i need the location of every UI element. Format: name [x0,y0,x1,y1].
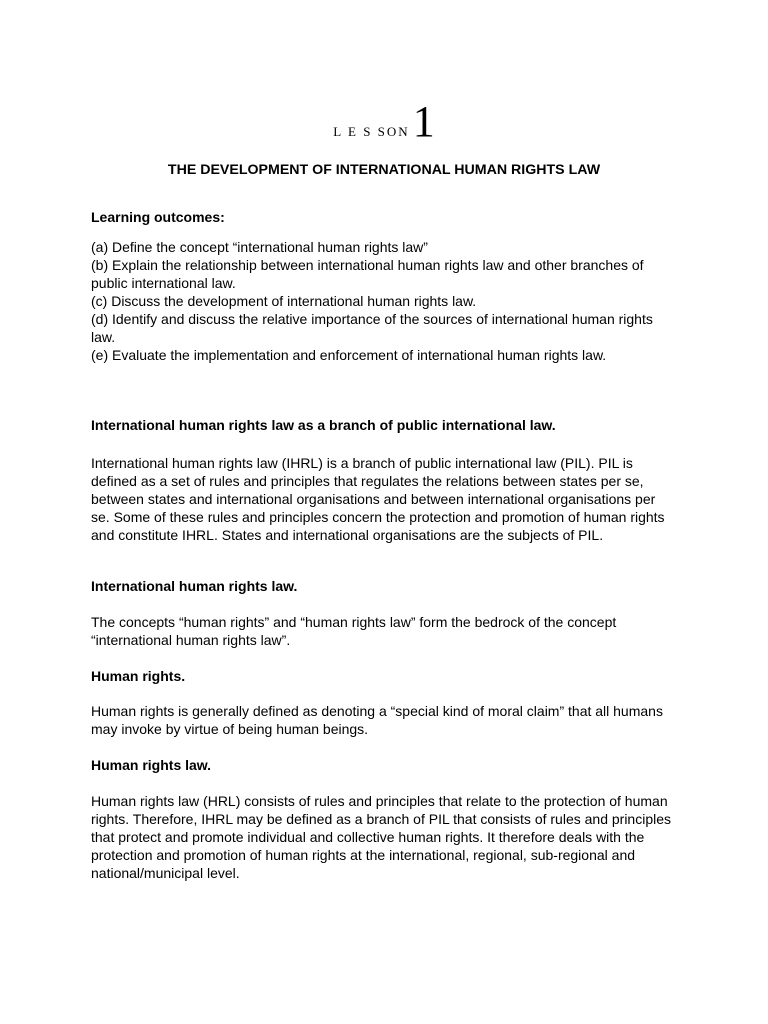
learning-outcomes-list [91,238,671,364]
outcome-item: (d) Identify and discuss the relative importance of the sources of international human rights law. [91,311,653,345]
section-heading: International human rights law. [91,578,298,594]
lesson-label: L E S SON [333,124,410,139]
lesson-heading [0,97,768,146]
section-body: International human rights law (IHRL) is a branch of public international law (PIL). PIL is defined as a set of rules and principles that regulates the relations between states per se, between states and international organisations and between international organisations per se. Some of these rules and principles concern the protection and promotion of human rights and constitute IHRL. States and international organisations are the subjects of PIL. [91,455,665,543]
section-heading: International human rights law as a branch of public international law. [91,417,556,433]
section-heading: Human rights law. [91,757,212,773]
learning-outcomes-heading: Learning outcomes: [91,209,225,225]
outcome-item: (b) Explain the relationship between international human rights law and other branches of public international law. [91,257,644,291]
outcome-item: (c) Discuss the development of international human rights law. [91,293,477,309]
section-body: Human rights is generally defined as denoting a “special kind of moral claim” that all humans may invoke by virtue of being human beings. [91,703,663,737]
document-title: THE DEVELOPMENT OF INTERNATIONAL HUMAN RIGHTS LAW [167,162,601,178]
section-heading: Human rights. [91,668,186,684]
lesson-number: 1 [412,97,435,146]
outcome-item: (a) Define the concept “international human rights law” [91,239,428,255]
section-body: Human rights law (HRL) consists of rules and principles that relate to the protection of human rights. Therefore, IHRL may be defined as a branch of PIL that consists of rules and principles that protect and promote individual and collective human rights. It therefore deals with the protection and promotion of human rights at the international, regional, sub-regional and national/municipal level. [91,793,672,881]
outcome-item: (e) Evaluate the implementation and enforcement of international human rights law. [91,347,607,363]
section-body: The concepts “human rights” and “human rights law” form the bedrock of the concept “international human rights law”. [91,614,617,648]
